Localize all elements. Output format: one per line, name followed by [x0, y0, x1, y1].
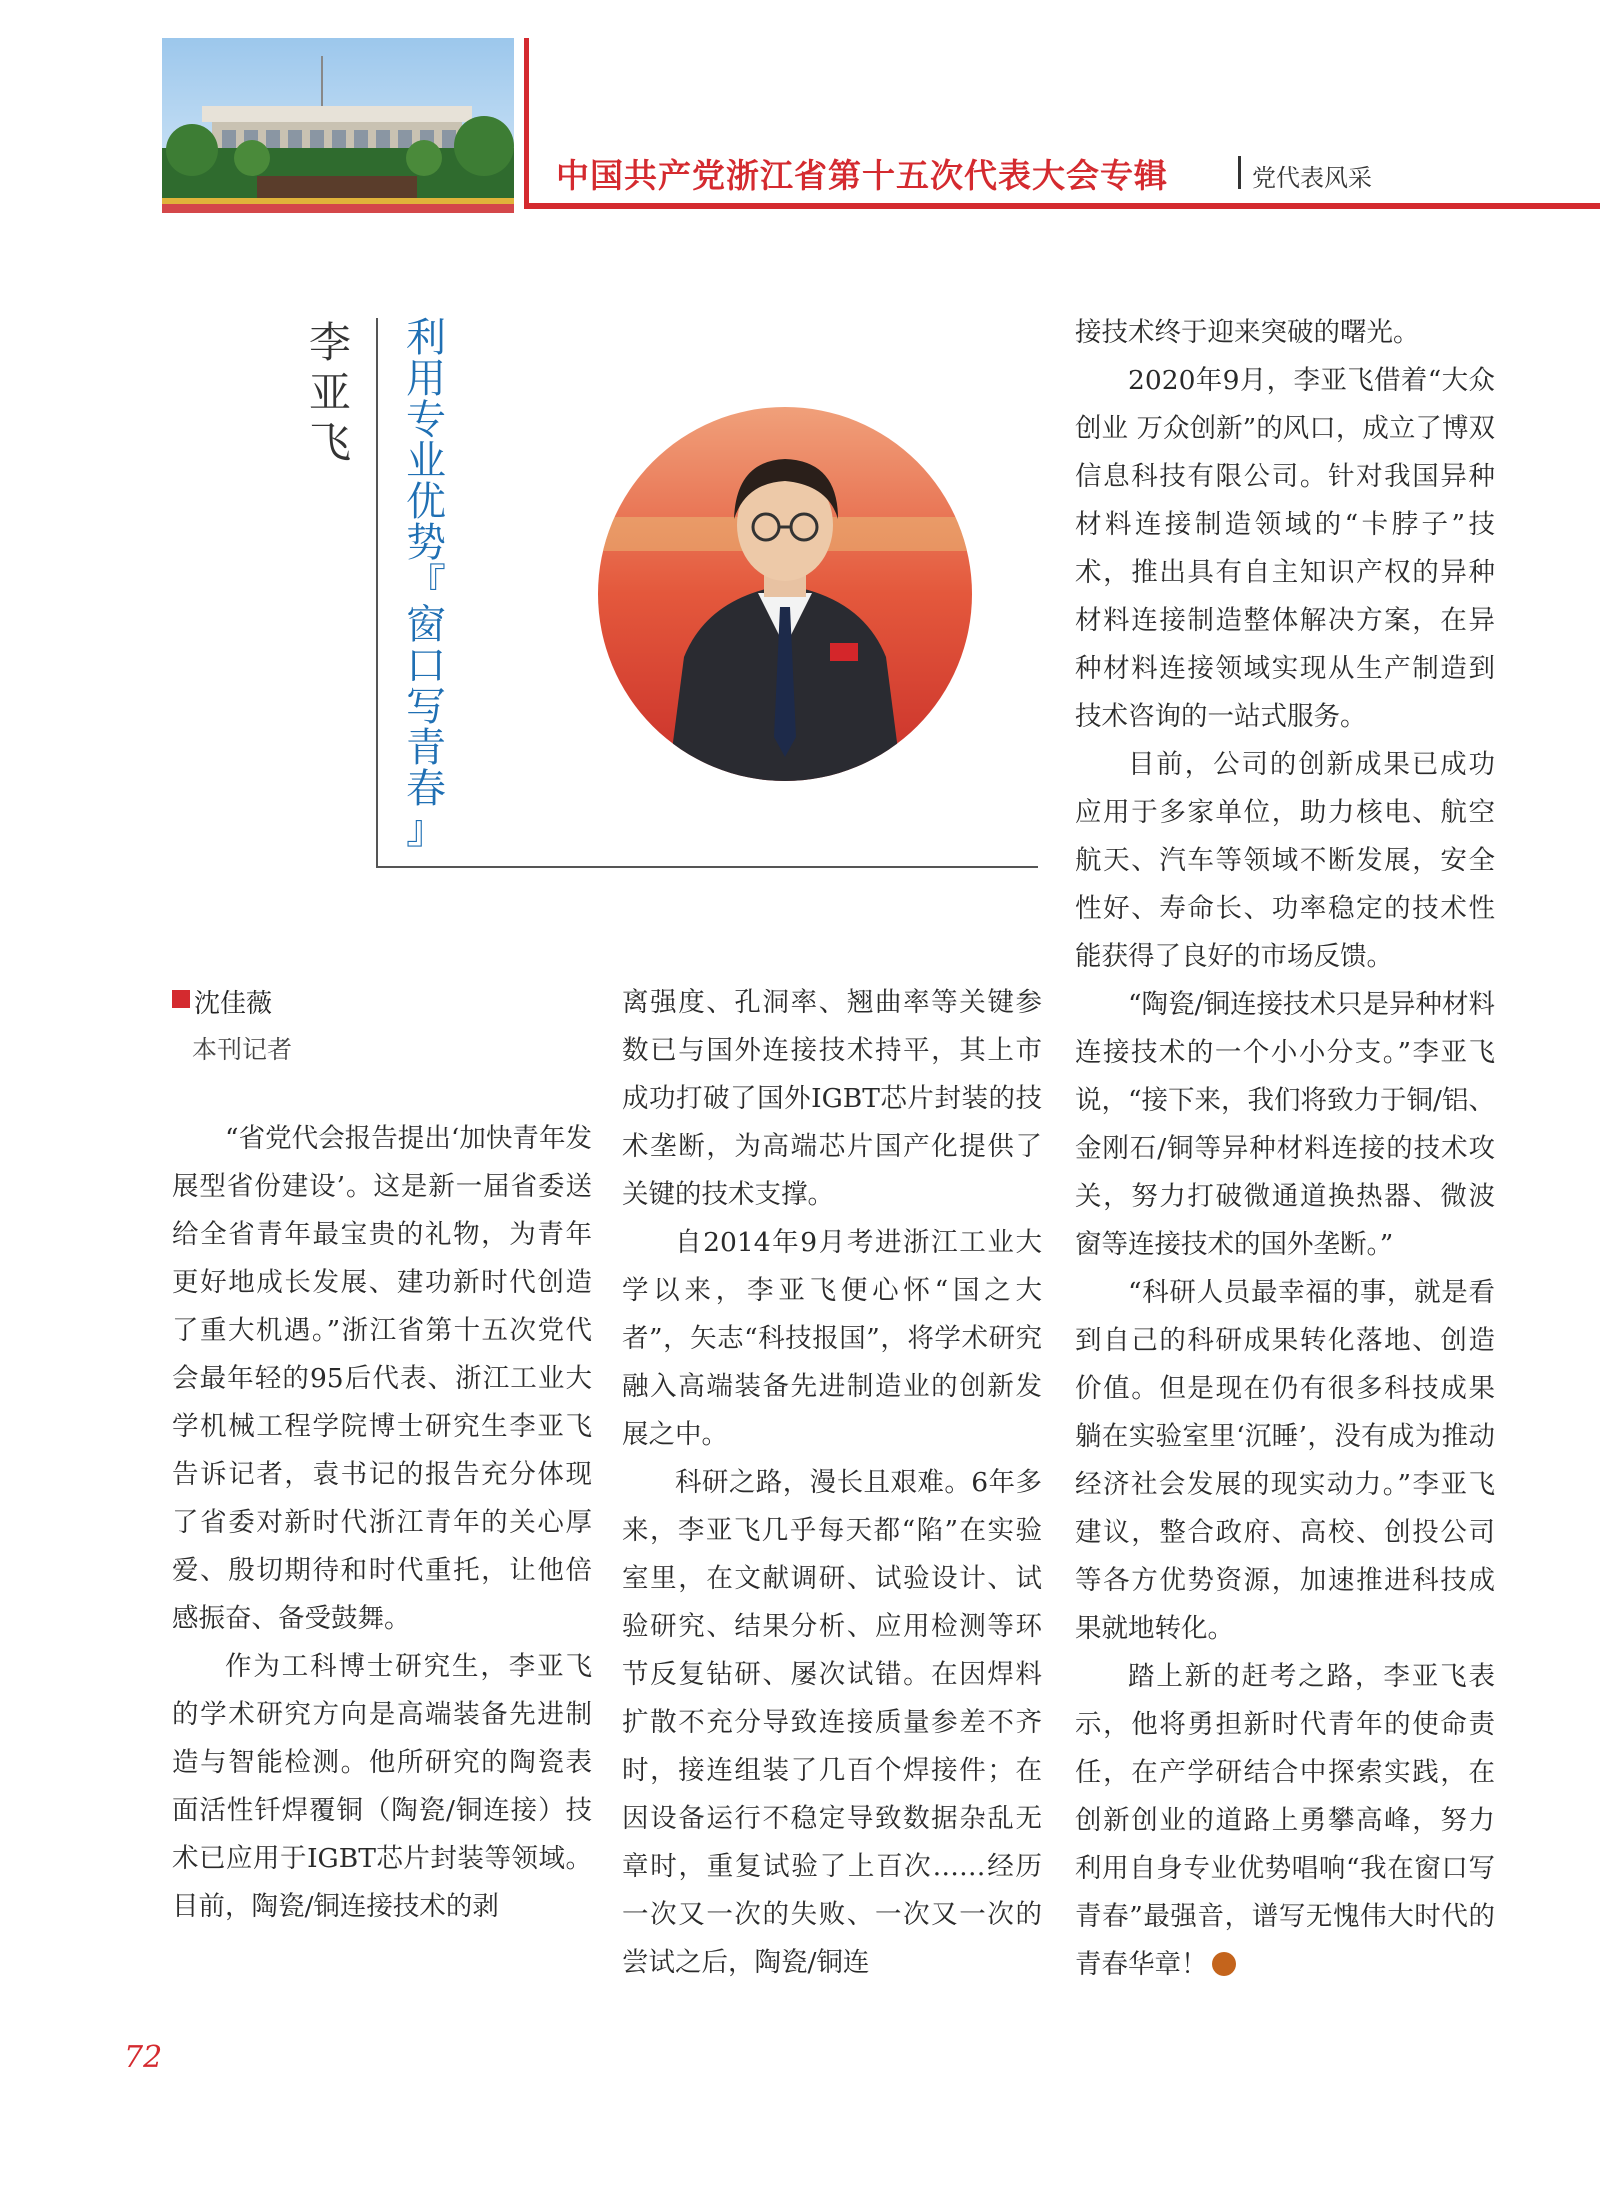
page-number: 72: [124, 2040, 163, 2075]
headline-char: 口: [406, 643, 446, 689]
byline-author: 沈佳薇: [194, 989, 273, 1019]
portrait-photo: [598, 407, 972, 781]
headline-char: 窗: [406, 602, 446, 648]
header-photo-building: [162, 38, 514, 213]
paragraph: 自2014年9月考进浙江工业大学以来，李亚飞便心怀“国之大者”，矢志“科技报国”，将学术研究融入高端装备先进制造业的创新发展之中。: [622, 1227, 1042, 1450]
paragraph: 2020年9月，李亚飞借着“大众创业 万众创新”的风口，成立了博双信息科技有限公司。针对我国异种材料连接制造领域的“卡脖子”技术，推出具有自主知识产权的异种材料连接制造整体解决方案，在异种材料连接领域实现从生产制造到技术咨询的一站式服务。: [1075, 365, 1495, 732]
paragraph: “陶瓷/铜连接技术只是异种材料连接技术的一个小小分支。”李亚飞说，“接下来，我们将致力于铜/铝、金刚石/铜等异种材料连接的技术攻关，努力打破微通道换热器、微波窗等连接技术的国外垄断。”: [1075, 989, 1495, 1260]
paragraph: “科研人员最幸福的事，就是看到自己的科研成果转化落地、创造价值。但是现在仍有很多科技成果躺在实验室里‘沉睡’，没有成为推动经济社会发展的现实动力。”李亚飞建议，整合政府、高校、创投公司等各方优势资源，加速推进科技成果就地转化。: [1075, 1277, 1495, 1644]
headline-char: 』: [406, 807, 446, 853]
headline-char: 优: [406, 479, 446, 525]
paragraph: 科研之路，漫长且艰难。6年多来，李亚飞几乎每天都“陷”在实验室里，在文献调研、试验设计、试验研究、结果分析、应用检测等环节反复钻研、屡次试错。在因焊料扩散不充分导致连接质量参差不齐时，接连组装了几百个焊接件；在因设备运行不稳定导致数据杂乱无章时，重复试验了上百次……经历一次又一次的失败、一次又一次的尝试之后，陶瓷/铜连: [622, 1467, 1042, 1978]
article-headline: [398, 315, 454, 853]
person-name-char: 亚: [308, 368, 351, 417]
headline-char: 春: [406, 766, 446, 812]
person-name-char: 李: [308, 318, 351, 367]
headline-char: 用: [406, 356, 446, 402]
paragraph: 作为工科博士研究生，李亚飞的学术研究方向是高端装备先进制造与智能检测。他所研究的陶瓷表面活性钎焊覆铜（陶瓷/铜连接）技术已应用于IGBT芯片封装等领域。目前，陶瓷/铜连接技术的剥: [172, 1651, 592, 1922]
header-title: 中国共产党浙江省第十五次代表大会专辑: [556, 156, 1168, 195]
headline-char: 利: [406, 315, 446, 361]
headline-char: 专: [406, 397, 446, 443]
paragraph-final: [1075, 1653, 1495, 1989]
byline-marker: [172, 990, 190, 1008]
person-name: [302, 318, 358, 468]
headline-rule-vertical: [376, 318, 378, 866]
end-mark-icon: [1212, 1952, 1236, 1976]
headline-char: 青: [406, 725, 446, 771]
header-section-label: 党代表风采: [1252, 164, 1372, 192]
headline-char: 业: [406, 438, 446, 484]
article-column-1: [172, 1115, 592, 1931]
headline-char: 写: [406, 684, 446, 730]
person-name-char: 飞: [308, 418, 351, 467]
article-column-3: [1075, 309, 1495, 1989]
headline-char: 势: [406, 520, 446, 566]
headline-rule-horizontal: [376, 866, 1038, 868]
paragraph: “省党代会报告提出‘加快青年发展型省份建设’。这是新一届省委送给全省青年最宝贵的礼物，为青年更好地成长发展、建功新时代创造了重大机遇。”浙江省第十五次党代会最年轻的95后代表、浙江工业大学机械工程学院博士研究生李亚飞告诉记者，袁书记的报告充分体现了省委对新时代浙江青年的关心厚爱、殷切期待和时代重托，让他倍感振奋、备受鼓舞。: [172, 1123, 592, 1634]
byline-role: 本刊记者: [192, 1035, 293, 1064]
header-accent-bar: [524, 38, 529, 208]
article-column-2: [622, 979, 1042, 1987]
paragraph: 目前，公司的创新成果已成功应用于多家单位，助力核电、航空航天、汽车等领域不断发展，安全性好、寿命长、功率稳定的技术性能获得了良好的市场反馈。: [1075, 749, 1495, 972]
header-separator: [1238, 156, 1241, 189]
paragraph-continued: 接技术终于迎来突破的曙光。: [1075, 317, 1420, 348]
header-rule: [524, 203, 1600, 209]
paragraph-final-text: 踏上新的赶考之路，李亚飞表示，他将勇担新时代青年的使命责任，在产学研结合中探索实践，在创新创业的道路上勇攀高峰，努力利用自身专业优势唱响“我在窗口写青春”最强音，谱写无愧伟大时代的青春华章！: [1075, 1661, 1495, 1980]
paragraph-continued: 离强度、孔洞率、翘曲率等关键参数已与国外连接技术持平，其上市成功打破了国外IGBT芯片封装的技术垄断，为高端芯片国产化提供了关键的技术支撑。: [622, 987, 1042, 1210]
headline-char: 『: [406, 561, 446, 607]
